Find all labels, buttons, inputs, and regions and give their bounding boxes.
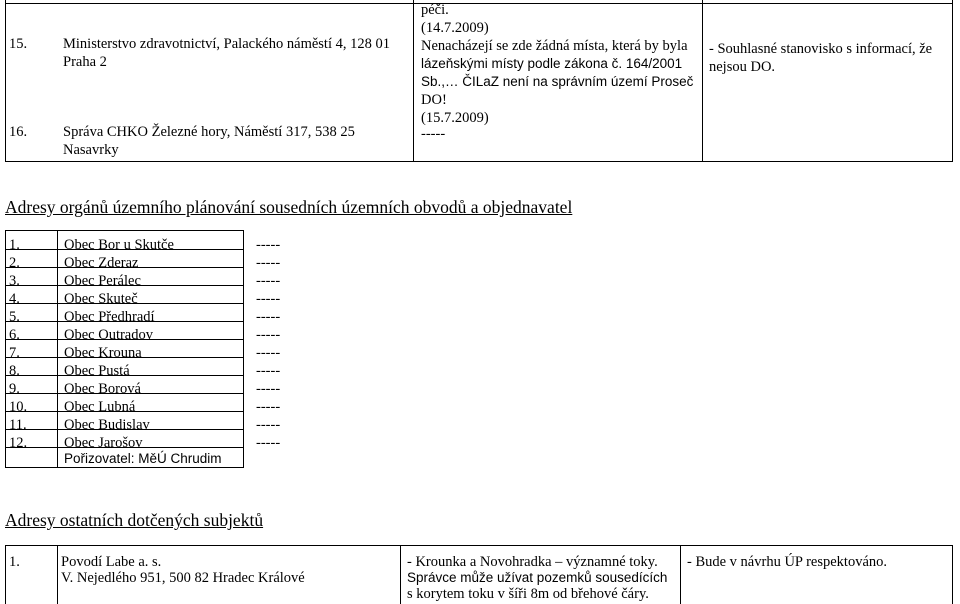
- row-number: 11.: [9, 417, 27, 433]
- municipality-name: Obec Bor u Skutče: [64, 237, 174, 253]
- statement-value: -----: [256, 399, 281, 415]
- row-number: 6.: [9, 327, 20, 343]
- statement-line: -----: [421, 126, 446, 142]
- municipality-name: Obec Skuteč: [64, 291, 138, 307]
- municipality-name: Obec Předhradí: [64, 309, 155, 325]
- evaluation-line: nejsou DO.: [709, 59, 776, 75]
- evaluation-line: - Souhlasné stanovisko s informací, že: [709, 41, 933, 57]
- organization-name: Povodí Labe a. s.: [61, 554, 162, 570]
- section-heading: Adresy orgánů územního plánování sousedních územních obvodů a objednavatel: [5, 197, 573, 217]
- statement-value: -----: [256, 363, 281, 379]
- municipality-name: Obec Borová: [64, 381, 141, 397]
- municipality-name: Obec Krouna: [64, 345, 142, 361]
- municipality-name: Obec Jarošov: [64, 435, 143, 451]
- statement-value: -----: [256, 381, 281, 397]
- municipality-name: Obec Outradov: [64, 327, 153, 343]
- top-table: [0, 0, 960, 170]
- municipality-name: Obec Budislav: [64, 417, 150, 433]
- municipality-name: Obec Zderaz: [64, 255, 139, 271]
- row-number: 8.: [9, 363, 20, 379]
- organization-name: Správa CHKO Železné hory, Náměstí 317, 538 25: [63, 124, 355, 140]
- statement-line: lázeňskými místy podle zákona č. 164/2001: [421, 56, 683, 71]
- row-number: 1.: [9, 554, 20, 570]
- row-number: 16.: [9, 124, 28, 140]
- statement-value: -----: [256, 237, 281, 253]
- row-number: 2.: [9, 255, 20, 271]
- statement-value: -----: [256, 273, 281, 289]
- row-number: 12.: [9, 435, 28, 451]
- statement-line: (15.7.2009): [421, 110, 489, 126]
- statement-line: DO!: [421, 92, 447, 108]
- row-number: 5.: [9, 309, 20, 325]
- statement-value: -----: [256, 309, 281, 325]
- procurer-label: Pořizovatel: MěÚ Chrudim: [64, 451, 222, 466]
- organization-address: V. Nejedlého 951, 500 82 Hradec Králové: [61, 570, 305, 586]
- row-number: 10.: [9, 399, 28, 415]
- statement-value: -----: [256, 291, 281, 307]
- row-number: 7.: [9, 345, 20, 361]
- statement-line: péči.: [421, 2, 449, 18]
- organization-name: Ministerstvo zdravotnictví, Palackého náměstí 4, 128 01: [63, 36, 390, 52]
- statement-value: -----: [256, 345, 281, 361]
- statement-line: (14.7.2009): [421, 20, 489, 36]
- organization-name: Praha 2: [63, 54, 107, 70]
- statement-line: s korytem toku v šíři 8m od břehové čáry.: [407, 586, 649, 602]
- statement-line: - Krounka a Novohradka – významné toky.: [407, 554, 658, 570]
- row-number: 3.: [9, 273, 20, 289]
- neighbour-municipalities-table: [0, 230, 300, 470]
- evaluation-line: - Bude v návrhu ÚP respektováno.: [687, 554, 888, 570]
- municipality-name: Obec Pustá: [64, 363, 130, 379]
- row-number: 9.: [9, 381, 20, 397]
- statement-line: Sb.,… ČILaZ není na správním území Proseč: [421, 74, 694, 89]
- row-number: 15.: [9, 36, 28, 52]
- statement-line: Správce může užívat pozemků sousedících: [407, 570, 668, 585]
- row-number: 1.: [9, 237, 20, 253]
- statement-value: -----: [256, 327, 281, 343]
- statement-value: -----: [256, 255, 281, 271]
- section-heading: Adresy ostatních dotčených subjektů: [5, 510, 264, 530]
- statement-value: -----: [256, 417, 281, 433]
- municipality-name: Obec Perálec: [64, 273, 141, 289]
- statement-value: -----: [256, 435, 281, 451]
- row-number: 4.: [9, 291, 20, 307]
- other-subjects-table: [0, 545, 960, 604]
- municipality-name: Obec Lubná: [64, 399, 136, 415]
- statement-line: Nenacházejí se zde žádná místa, která by byla: [421, 38, 688, 54]
- organization-name: Nasavrky: [63, 142, 119, 158]
